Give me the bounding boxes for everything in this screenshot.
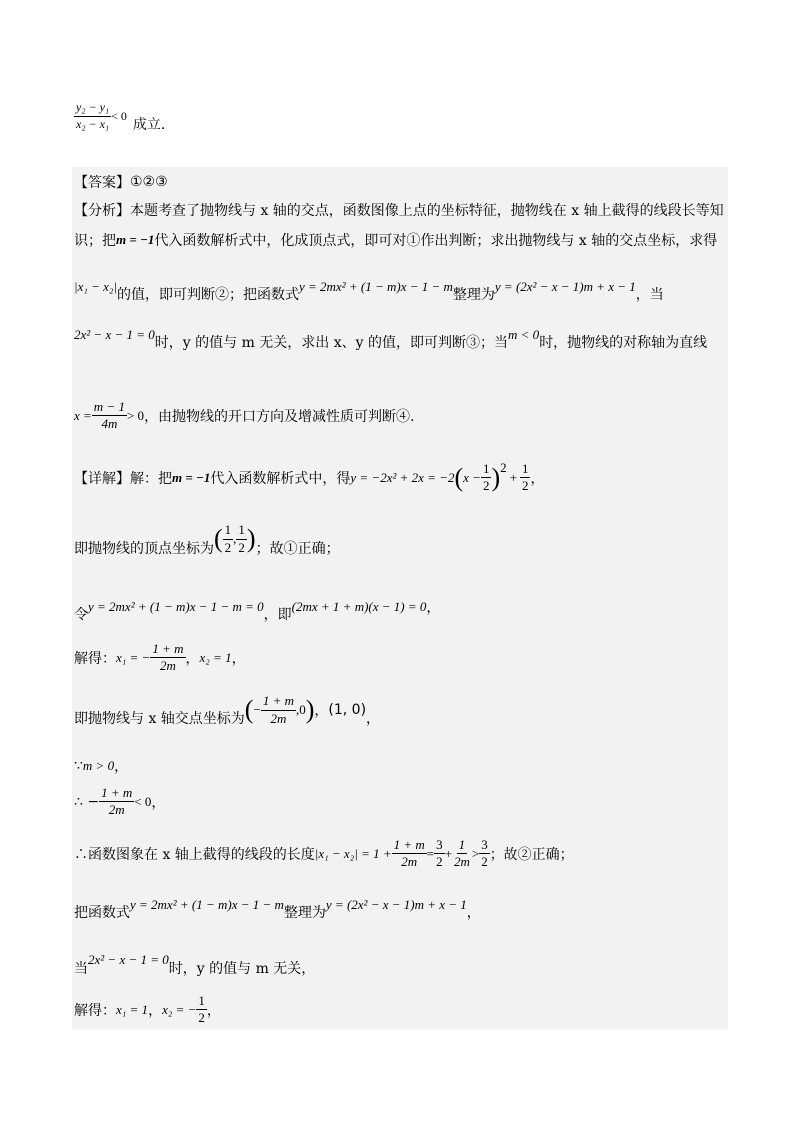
segment-fraction bbox=[392, 838, 427, 870]
analysis-text-4b: 时，y 的值与 m 无关，求出 x、y 的值，即可判断③；当 bbox=[154, 335, 509, 351]
analysis-text-1: 本题考查了抛物线与 x 轴的交点，函数图像上点的坐标特征，抛物线在 x 轴上截得的线段长等知 bbox=[130, 203, 724, 219]
negative-fraction-num: 1 + m bbox=[99, 786, 134, 802]
answer-label: 【答案】 bbox=[74, 175, 130, 191]
axis-inequality: > 0 bbox=[126, 407, 145, 423]
segment-fraction-num: 1 + m bbox=[392, 838, 427, 854]
detail-text-8a: ∴函数图象在 x 轴上截得的线段的长度 bbox=[74, 846, 315, 863]
vertex-x-den: 2 bbox=[224, 539, 232, 555]
point-left-paren: ( bbox=[244, 695, 254, 724]
detail-text-3e: ， bbox=[426, 600, 441, 616]
vertex-left-paren: ( bbox=[214, 524, 223, 553]
function-rearranged: y = (2x² − x − 1)m + x − 1 bbox=[494, 279, 636, 294]
analysis-text-3b: 的值，即可判断②；把函数式 bbox=[117, 287, 299, 303]
detail-line-7 bbox=[74, 786, 165, 818]
detail-line-3 bbox=[74, 590, 440, 624]
quadratic-equation-2: 2x² − x − 1 = 0 bbox=[88, 952, 169, 967]
inequality: < 0 bbox=[111, 108, 127, 123]
root-x1-num: 1 + m bbox=[150, 642, 185, 658]
because-symbol: ∵ bbox=[74, 758, 83, 774]
analysis-line-1 bbox=[74, 200, 724, 220]
intro-text: 成立. bbox=[132, 117, 166, 133]
axis-x-label: x = bbox=[74, 407, 92, 423]
half-fraction-2 bbox=[520, 462, 531, 494]
m-condition: m < 0 bbox=[508, 327, 540, 342]
analysis-text-2b: 代入函数解析式中，化成顶点式，即可对①作出判断；求出抛物线与 x 轴的交点坐标，求得 bbox=[154, 233, 718, 249]
half-denominator-2: 2 bbox=[521, 478, 529, 494]
detail-text-8f: ；故②正确； bbox=[489, 846, 574, 863]
right-paren: ) bbox=[491, 462, 501, 492]
vertex-x-num: 1 bbox=[223, 523, 234, 539]
fraction-denominator: x₂ − x₁ bbox=[76, 116, 110, 131]
root-x1-label: x₁ = − bbox=[116, 649, 151, 665]
equals-sign: = bbox=[426, 845, 435, 861]
plus-sign-2: + bbox=[444, 845, 452, 861]
segment-length-expr: |x₁ − x₂| = 1 + bbox=[314, 845, 392, 861]
analysis-text-2a: 识；把 bbox=[74, 233, 116, 249]
analysis-label: 【分析】 bbox=[74, 203, 130, 219]
answer-line bbox=[74, 172, 168, 192]
half-fraction bbox=[481, 462, 492, 494]
detail-line-9 bbox=[74, 888, 481, 922]
solution-x2-den: 2 bbox=[198, 1010, 205, 1026]
axis-fraction-denominator: 4m bbox=[101, 416, 118, 432]
detail-line-1 bbox=[74, 459, 545, 494]
half-numerator: 1 bbox=[481, 462, 492, 478]
analysis-line-5 bbox=[74, 400, 415, 432]
abs-difference: |x₁ − x₂| bbox=[74, 279, 117, 294]
detail-text-9c: 整理为 bbox=[283, 905, 326, 921]
greater-sign: > bbox=[471, 845, 480, 861]
vertex-y-num: 1 bbox=[236, 523, 247, 539]
detail-line-10 bbox=[74, 942, 315, 978]
answer-value: ①②③ bbox=[130, 174, 168, 190]
detail-text-1f: ， bbox=[530, 470, 545, 487]
detail-text-11a: 解得： bbox=[74, 1002, 116, 1019]
vertex-y-fraction bbox=[236, 523, 247, 555]
three-halves bbox=[434, 838, 445, 870]
point-fraction-den: 2m bbox=[270, 710, 287, 726]
axis-fraction-numerator: m − 1 bbox=[92, 400, 127, 416]
m-positive: m > 0 bbox=[82, 758, 115, 773]
analysis-line-2 bbox=[74, 230, 717, 250]
detail-text-2b: ；故①正确； bbox=[255, 541, 340, 557]
detail-text-2a: 即抛物线的顶点坐标为 bbox=[74, 541, 214, 557]
root-x1-fraction bbox=[150, 642, 185, 674]
detail-text-11c: ， bbox=[148, 1002, 163, 1019]
set-zero-equation: y = 2mx² + (1 − m)x − 1 − m = 0 bbox=[88, 599, 264, 614]
detail-text-5c: ， bbox=[314, 703, 329, 719]
solution-x1: x₁ = 1 bbox=[116, 1001, 149, 1017]
axis-fraction bbox=[92, 400, 127, 432]
analysis-line-3 bbox=[74, 270, 664, 304]
one-over-2m-num: 1 bbox=[457, 838, 468, 854]
three-halves-den: 2 bbox=[436, 854, 443, 870]
detail-text-1a: 解：把 bbox=[130, 470, 172, 487]
detail-text-1b: 代入函数解析式中，得 bbox=[210, 470, 351, 487]
detail-text-4e: ， bbox=[231, 650, 246, 667]
detail-line-8 bbox=[74, 838, 574, 870]
detail-text-6c: ， bbox=[114, 759, 129, 775]
point-right-paren: ) bbox=[305, 695, 315, 724]
solution-x2-num: 1 bbox=[196, 994, 207, 1010]
analysis-text-5c: ，由抛物线的开口方向及增减性质可判断④. bbox=[144, 408, 415, 425]
vertex-expression: y = −2x² + 2x = −2 bbox=[350, 469, 455, 485]
second-point: (1, 0) bbox=[328, 702, 367, 718]
plus-sign: + bbox=[509, 469, 517, 485]
left-paren: ( bbox=[454, 462, 464, 492]
function-rearranged-2: y = (2x² − x − 1)m + x − 1 bbox=[325, 897, 467, 912]
three-halves-num: 3 bbox=[434, 838, 445, 854]
function-expression: y = 2mx² + (1 − m)x − 1 − m bbox=[299, 279, 453, 294]
detail-line-4 bbox=[74, 642, 246, 674]
detail-text-9e: ， bbox=[466, 905, 481, 921]
detail-label: 【详解】 bbox=[74, 470, 130, 487]
detail-text-3c: ，即 bbox=[263, 607, 292, 623]
half-denominator: 2 bbox=[482, 478, 490, 494]
detail-text-10a: 当 bbox=[74, 961, 88, 977]
detail-text-4c: ， bbox=[185, 650, 200, 667]
detail-text-10c: 时，y 的值与 m 无关， bbox=[168, 961, 316, 977]
negative-inequality: < 0 bbox=[134, 793, 152, 809]
vertex-x-fraction bbox=[223, 523, 234, 555]
three-halves-2 bbox=[479, 838, 490, 870]
fraction-numerator: y₂ − y₁ bbox=[74, 101, 111, 116]
one-over-2m-den: 2m bbox=[453, 854, 470, 870]
detail-text-9a: 把函数式 bbox=[74, 905, 130, 921]
point-y: ,0 bbox=[295, 702, 306, 717]
slope-fraction bbox=[74, 101, 111, 130]
three-halves-2-den: 2 bbox=[481, 854, 488, 870]
negative-fraction-den: 2m bbox=[108, 802, 125, 818]
one-over-2m bbox=[452, 838, 472, 870]
detail-m-value: m = −1 bbox=[172, 469, 211, 485]
point-fraction bbox=[261, 694, 296, 726]
detail-text-5e: ， bbox=[366, 711, 381, 727]
detail-line-6 bbox=[74, 756, 128, 776]
detail-text-3a: 令 bbox=[74, 607, 88, 623]
solution-x2-fraction bbox=[196, 994, 207, 1026]
solution-x2-label: x₂ = − bbox=[162, 1001, 197, 1017]
detail-line-2: 即抛物线的顶点坐标为 ( $\frac{1}{2}$ , $\frac{1}{2}$ ) ；故①正确； bbox=[74, 522, 340, 557]
root-x1-den: 2m bbox=[159, 658, 176, 674]
therefore-symbol: ∴ − bbox=[74, 793, 100, 810]
three-halves-2-num: 3 bbox=[479, 838, 490, 854]
analysis-text-3f: ，当 bbox=[635, 287, 664, 303]
negative-fraction bbox=[99, 786, 134, 818]
analysis-text-4d: 时，抛物线的对称轴为直线 bbox=[539, 335, 708, 351]
detail-text-5a: 即抛物线与 x 轴交点坐标为 bbox=[74, 711, 245, 727]
analysis-text-3d: 整理为 bbox=[452, 287, 495, 303]
half-numerator-2: 1 bbox=[520, 462, 531, 478]
factored-equation: (2mx + 1 + m)(x − 1) = 0 bbox=[291, 599, 427, 614]
vertex-right-paren: ) bbox=[246, 524, 256, 553]
root-x2: x₂ = 1 bbox=[199, 649, 232, 665]
analysis-line-4 bbox=[74, 327, 708, 352]
intro-line bbox=[74, 98, 165, 134]
segment-fraction-den: 2m bbox=[401, 854, 418, 870]
detail-text-7c: ， bbox=[151, 794, 166, 811]
function-expression-2: y = 2mx² + (1 − m)x − 1 − m bbox=[130, 897, 284, 912]
vertex-x-term: x − bbox=[463, 469, 481, 485]
detail-text-11e: ， bbox=[206, 1002, 221, 1019]
quadratic-equation: 2x² − x − 1 = 0 bbox=[74, 327, 155, 342]
analysis-m-value: m = −1 bbox=[116, 232, 155, 247]
detail-line-5: 即抛物线与 x 轴交点坐标为 ( − $\frac{1 + m}{2m}$ ,0 ) ， (1, 0) ， bbox=[74, 693, 381, 727]
vertex-y-den: 2 bbox=[238, 539, 245, 555]
detail-text-4a: 解得： bbox=[74, 650, 116, 667]
detail-line-11 bbox=[74, 994, 221, 1026]
point-fraction-num: 1 + m bbox=[261, 694, 296, 710]
square-exponent: 2 bbox=[500, 459, 507, 475]
